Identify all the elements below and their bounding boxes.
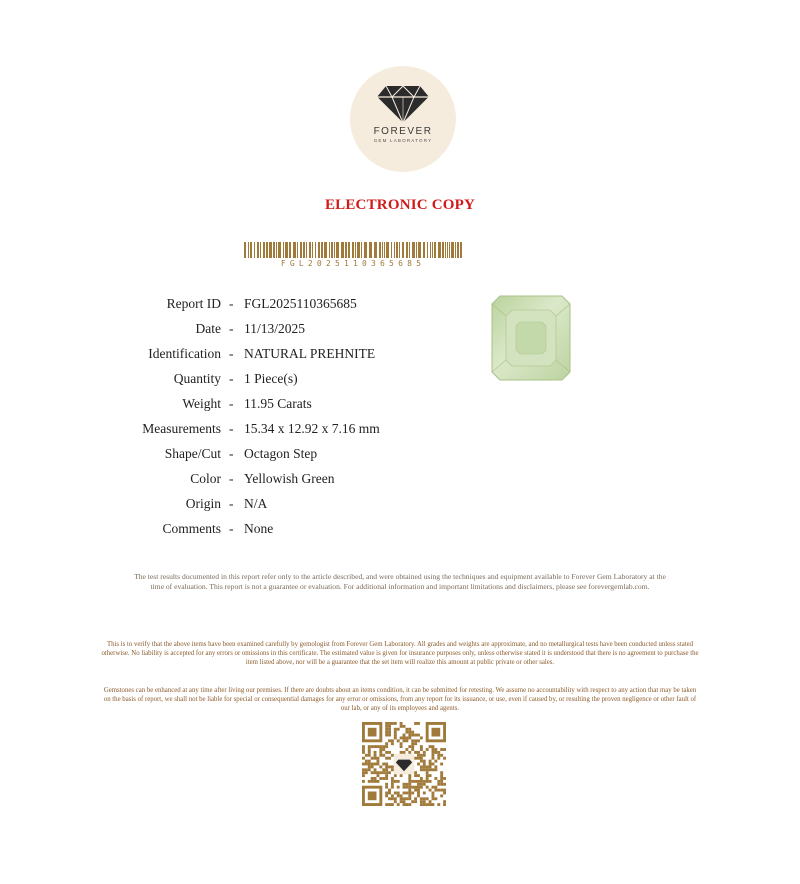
- report-row: [0, 444, 480, 464]
- report-row-separator: -: [229, 446, 234, 461]
- enhancement-disclaimer: Gemstones can be enhanced at any time after living our premises. If there are doubts about an items condition, it can be submitted for retesting. We assume no accountability with respect to any action that may be taken on the basis of report, we shall not be liable for special or consequential damages for any error or omissions, from any report for its issuance, or use, even if caused by, or resulting the proven negligence or other fault of our lab, or any of its employees and agents.: [103, 687, 697, 712]
- report-row: [0, 394, 480, 414]
- report-row: [0, 319, 480, 339]
- qr-code[interactable]: [362, 722, 446, 806]
- report-row: [0, 369, 480, 389]
- report-row-value: NATURAL PREHNITE: [244, 346, 376, 361]
- verification-disclaimer: This is to verify that the above items have been examined carefully by gemologist from Forever Gem Laboratory. All grades and weights are approximate, and no metallurgical tests have been conducted unless stated otherwise. No liability is accepted for any errors or omissions in this certificate. The estimated value is given for insurance purposes only, unless otherwise stated it is understood that there is no agreement to purchase the item listed above, nor will be a guarantee that the set item will realize this amount at public private or other sales.: [101, 641, 699, 666]
- lab-logo: [350, 66, 456, 172]
- barcode-text: FGL2025110365685: [280, 259, 426, 268]
- report-row-separator: -: [229, 396, 234, 411]
- report-row-value: Octagon Step: [244, 446, 318, 461]
- report-row-value: FGL2025110365685: [244, 296, 357, 311]
- report-row-value: N/A: [244, 496, 268, 511]
- report-row: [0, 519, 480, 539]
- report-row-label: Identification: [148, 346, 221, 361]
- report-row-label: Report ID: [166, 296, 221, 311]
- report-row: [0, 469, 480, 489]
- report-row-separator: -: [229, 471, 234, 486]
- report-row-separator: -: [229, 346, 234, 361]
- logo-subtitle: GEM LABORATORY: [373, 138, 433, 143]
- report-row: [0, 344, 480, 364]
- report-row-label: Measurements: [142, 421, 221, 436]
- gemstone-photo: [490, 294, 572, 382]
- report-row-value: 11/13/2025: [244, 321, 306, 336]
- report-row-value: None: [244, 521, 274, 536]
- report-row-label: Origin: [185, 496, 221, 511]
- barcode: [244, 242, 462, 258]
- report-row-label: Quantity: [173, 371, 221, 386]
- report-row-value: 15.34 x 12.92 x 7.16 mm: [244, 421, 380, 436]
- diamond-icon: [376, 84, 430, 124]
- report-row: [0, 494, 480, 514]
- report-row-separator: -: [229, 496, 234, 511]
- document-title: ELECTRONIC COPY: [324, 197, 476, 213]
- report-row-value: Yellowish Green: [244, 471, 335, 486]
- report-row-label: Weight: [182, 396, 221, 411]
- report-row-label: Color: [190, 471, 221, 486]
- report-row-separator: -: [229, 371, 234, 386]
- report-row-value: 1 Piece(s): [244, 371, 298, 386]
- logo-name: FOREVER: [373, 126, 433, 137]
- report-row: [0, 419, 480, 439]
- test-results-disclaimer: The test results documented in this report refer only to the article described, and were obtained using the techniques and equipment available to Forever Gem Laboratory at the time of evaluation. This report is not a guarantee or evaluation. For additional information and important limitations and disclaimers, please see forevergemlab.com.: [134, 572, 666, 591]
- report-row: [0, 294, 480, 314]
- report-row-separator: -: [229, 321, 234, 336]
- report-row-separator: -: [229, 421, 234, 436]
- report-row-label: Date: [195, 321, 221, 336]
- report-row-separator: -: [229, 521, 234, 536]
- report-row-label: Comments: [162, 521, 221, 536]
- report-row-value: 11.95 Carats: [244, 396, 312, 411]
- report-row-separator: -: [229, 296, 234, 311]
- report-row-label: Shape/Cut: [164, 446, 221, 461]
